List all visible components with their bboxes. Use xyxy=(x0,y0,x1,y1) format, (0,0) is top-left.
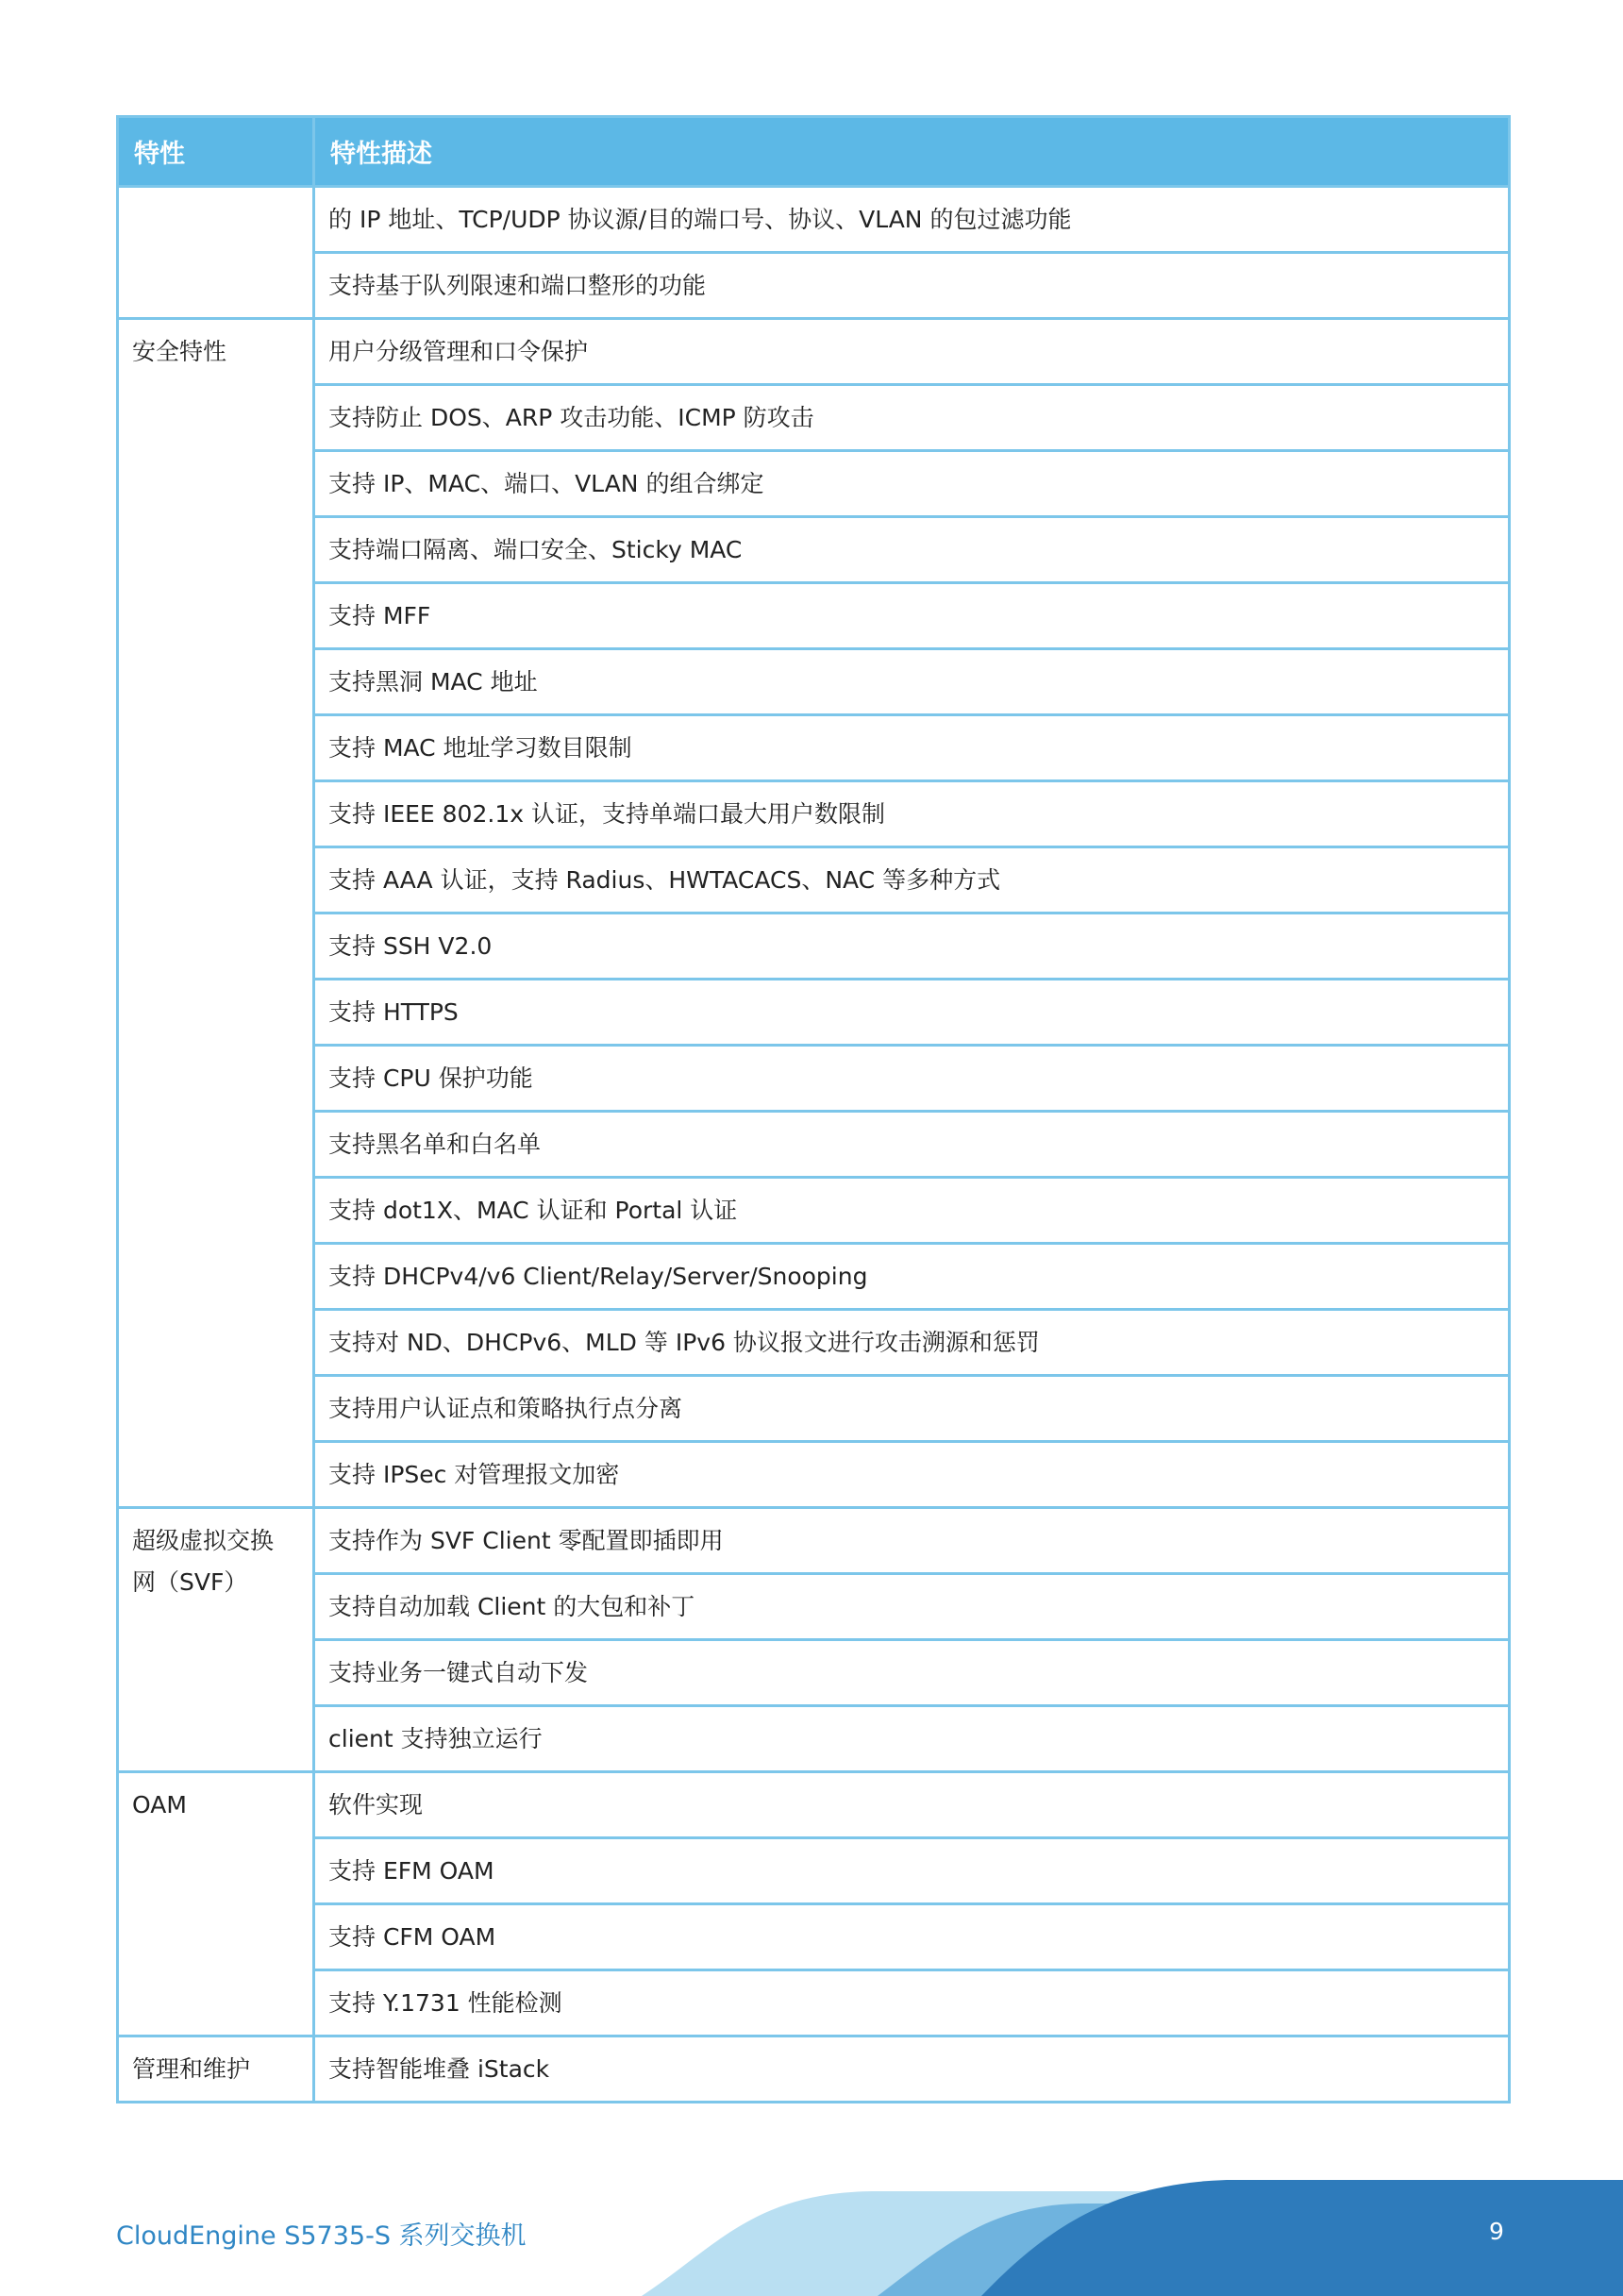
table-row xyxy=(118,1772,1510,1838)
description-cell: 支持 CFM OAM xyxy=(314,1904,1510,1970)
table-row xyxy=(118,1112,1510,1178)
table-row xyxy=(118,781,1510,847)
table-row xyxy=(118,1442,1510,1508)
table-row xyxy=(118,319,1510,385)
table-row xyxy=(118,1376,1510,1442)
spec-table xyxy=(116,115,1511,2103)
table-row xyxy=(118,847,1510,913)
table-row xyxy=(118,913,1510,980)
table-row xyxy=(118,1640,1510,1706)
description-cell: 支持 SSH V2.0 xyxy=(314,913,1510,980)
table-row xyxy=(118,1178,1510,1244)
feature-cell: 安全特性 xyxy=(118,319,314,1508)
footer-product-title: CloudEngine S5735-S 系列交换机 xyxy=(116,2221,527,2251)
description-cell: 用户分级管理和口令保护 xyxy=(314,319,1510,385)
table-row xyxy=(118,385,1510,451)
description-cell: 支持 MFF xyxy=(314,583,1510,649)
page-number: 9 xyxy=(1489,2218,1504,2245)
description-cell: 的 IP 地址、TCP/UDP 协议源/目的端口号、协议、VLAN 的包过滤功能 xyxy=(314,187,1510,253)
description-cell: 支持用户认证点和策略执行点分离 xyxy=(314,1376,1510,1442)
description-cell: 支持 IEEE 802.1x 认证，支持单端口最大用户数限制 xyxy=(314,781,1510,847)
description-cell: client 支持独立运行 xyxy=(314,1706,1510,1772)
description-cell: 支持 EFM OAM xyxy=(314,1838,1510,1904)
description-cell: 支持 Y.1731 性能检测 xyxy=(314,1970,1510,2036)
table-row xyxy=(118,1310,1510,1376)
feature-cell xyxy=(118,187,314,319)
feature-label-line: 网（SVF） xyxy=(132,1568,248,1596)
description-cell: 支持黑名单和白名单 xyxy=(314,1112,1510,1178)
table-row xyxy=(118,715,1510,781)
header-description: 特性描述 xyxy=(314,117,1510,187)
table-row xyxy=(118,1838,1510,1904)
table-row xyxy=(118,1244,1510,1310)
description-cell: 支持防止 DOS、ARP 攻击功能、ICMP 防攻击 xyxy=(314,385,1510,451)
table-row xyxy=(118,980,1510,1046)
feature-cell: 管理和维护 xyxy=(118,2036,314,2103)
table-row xyxy=(118,1574,1510,1640)
description-cell: 支持 CPU 保护功能 xyxy=(314,1046,1510,1112)
table-row xyxy=(118,1046,1510,1112)
description-cell: 支持自动加载 Client 的大包和补丁 xyxy=(314,1574,1510,1640)
table-row xyxy=(118,2036,1510,2103)
description-cell: 支持 DHCPv4/v6 Client/Relay/Server/Snooping xyxy=(314,1244,1510,1310)
table-row xyxy=(118,451,1510,517)
table-row xyxy=(118,1904,1510,1970)
feature-cell: OAM xyxy=(118,1772,314,2036)
header-feature: 特性 xyxy=(118,117,314,187)
description-cell: 支持 MAC 地址学习数目限制 xyxy=(314,715,1510,781)
description-cell: 支持基于队列限速和端口整形的功能 xyxy=(314,253,1510,319)
description-cell: 支持 IP、MAC、端口、VLAN 的组合绑定 xyxy=(314,451,1510,517)
description-cell: 支持黑洞 MAC 地址 xyxy=(314,649,1510,715)
feature-label-line: 超级虚拟交换 xyxy=(132,1527,275,1554)
table-row xyxy=(118,649,1510,715)
description-cell: 软件实现 xyxy=(314,1772,1510,1838)
table-row xyxy=(118,583,1510,649)
description-cell: 支持 dot1X、MAC 认证和 Portal 认证 xyxy=(314,1178,1510,1244)
description-cell: 支持 AAA 认证，支持 Radius、HWTACACS、NAC 等多种方式 xyxy=(314,847,1510,913)
description-cell: 支持对 ND、DHCPv6、MLD 等 IPv6 协议报文进行攻击溯源和惩罚 xyxy=(314,1310,1510,1376)
table-row xyxy=(118,1970,1510,2036)
description-cell: 支持智能堆叠 iStack xyxy=(314,2036,1510,2103)
table-row xyxy=(118,517,1510,583)
table-row xyxy=(118,187,1510,253)
description-cell: 支持 IPSec 对管理报文加密 xyxy=(314,1442,1510,1508)
table-body xyxy=(118,187,1510,2103)
description-cell: 支持业务一键式自动下发 xyxy=(314,1640,1510,1706)
table-row xyxy=(118,253,1510,319)
description-cell: 支持端口隔离、端口安全、Sticky MAC xyxy=(314,517,1510,583)
description-cell: 支持作为 SVF Client 零配置即插即用 xyxy=(314,1508,1510,1574)
feature-cell xyxy=(118,1508,314,1772)
table-row xyxy=(118,1706,1510,1772)
table-row xyxy=(118,1508,1510,1574)
table-header-row xyxy=(118,117,1510,187)
description-cell: 支持 HTTPS xyxy=(314,980,1510,1046)
